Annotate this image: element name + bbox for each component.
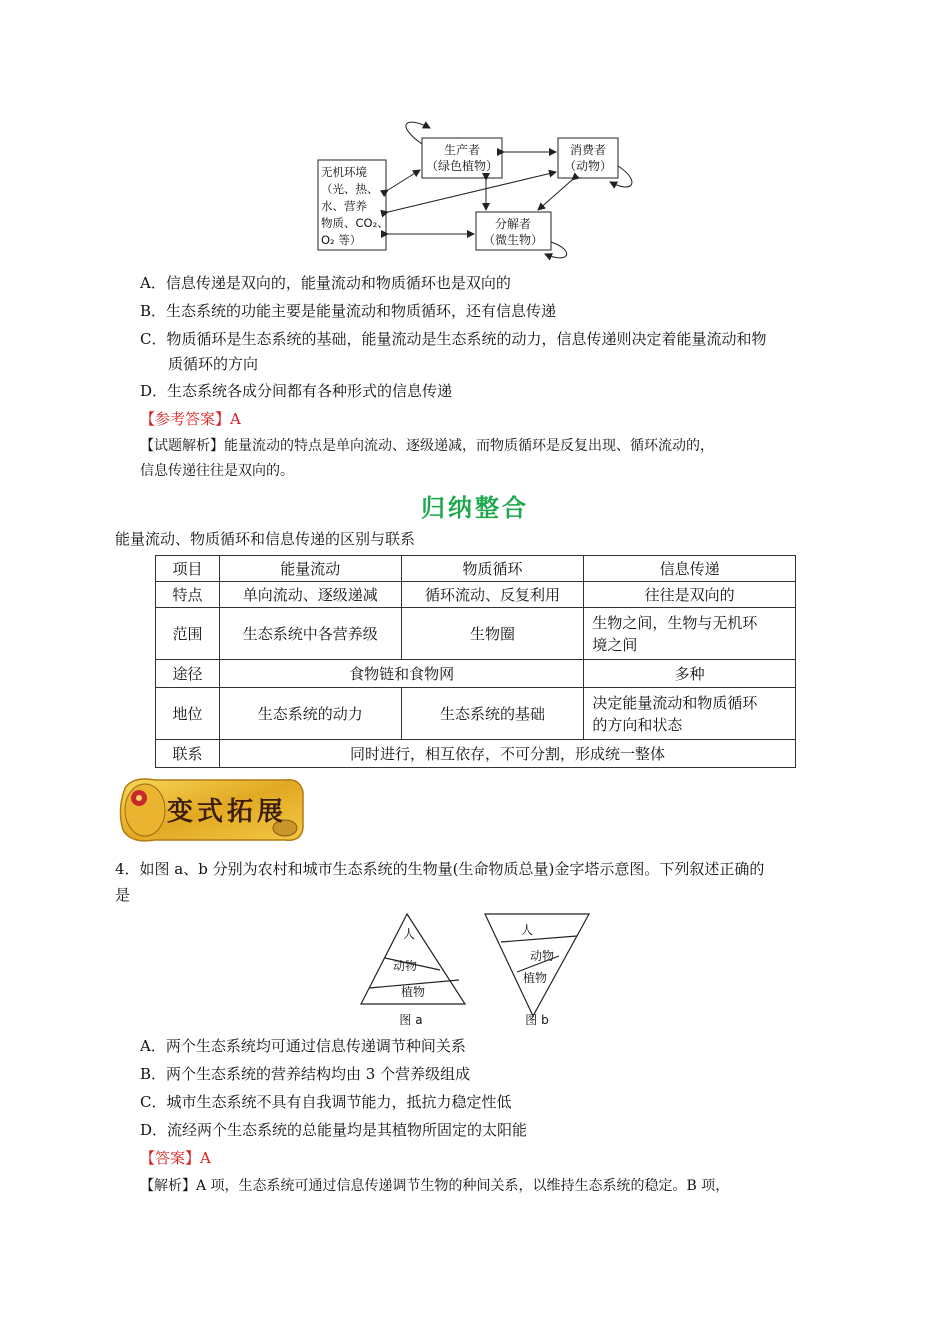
table-cell: 生态系统中各营养级 [219, 608, 401, 660]
q4-analysis-line1 [140, 1175, 729, 1197]
pyramid-b-bottom-label: 植物 [522, 971, 548, 985]
summary-heading: 归纳整合 [421, 493, 529, 522]
table-cell: 循环流动、反复利用 [401, 582, 584, 608]
q3-analysis-line2: 信息传递往往是双向的。 [140, 463, 294, 479]
table-cell: 多种 [584, 660, 796, 688]
q3-option-c-line1: C．物质循环是生态系统的基础，能量流动是生态系统的动力，信息传递则决定着能量流动和物 [140, 330, 767, 348]
table-cell: 同时进行，相互依存，不可分割，形成统一整体 [219, 740, 795, 768]
q3-analysis-text1: 能量流动的特点是单向流动、逐级递减，而物质循环是反复出现、循环流动的， [224, 438, 714, 454]
q4-stem-line2: 是 [115, 886, 131, 904]
table-cell-line: 生物之间，生物与无机环 [592, 613, 758, 632]
table-cell: 特点 [156, 582, 220, 608]
consumer-label-2: （动物） [563, 159, 613, 173]
producer-label-2: （绿色植物） [425, 159, 499, 173]
summary-intro: 能量流动、物质循环和信息传递的区别与联系 [115, 530, 416, 548]
table-row [156, 688, 796, 740]
q3-option-d: D．生态系统各成分间都有各种形式的信息传递 [140, 382, 453, 400]
table-cell: 单向流动、逐级递减 [219, 582, 401, 608]
table-header-cell: 能量流动 [219, 556, 401, 582]
table-cell: 食物链和食物网 [219, 660, 583, 688]
q4-analysis-text1: A 项，生态系统可通过信息传递调节生物的种间关系，以维持生态系统的稳定。B 项， [196, 1178, 730, 1194]
pyramid-a-caption: 图 a [399, 1013, 423, 1027]
table-cell-line: 境之间 [592, 635, 638, 654]
table-header-row [156, 556, 796, 582]
banner-text: 变式拓展 [166, 797, 288, 827]
biomass-pyramids [355, 908, 595, 1030]
env-label-2: （光、热、 [321, 182, 379, 196]
table-cell: 地位 [156, 688, 220, 740]
table-cell: 生态系统的动力 [219, 688, 401, 740]
table-row [156, 582, 796, 608]
table-cell: 联系 [156, 740, 220, 768]
q3-option-a: A．信息传递是双向的，能量流动和物质循环也是双向的 [140, 274, 511, 292]
pyramid-a-top-label: 人 [402, 927, 416, 941]
variant-extension-banner [115, 770, 310, 848]
env-label-4: 物质、CO₂、 [321, 216, 389, 230]
pyramid-a-bottom-label: 植物 [400, 985, 426, 999]
table-row [156, 608, 796, 660]
q4-option-a: A．两个生态系统均可通过信息传递调节种间关系 [140, 1037, 466, 1055]
table-cell: 生物圈 [401, 608, 584, 660]
env-label-5: O₂ 等） [321, 233, 362, 247]
table-cell [584, 608, 796, 660]
q3-analysis-line1 [140, 435, 714, 457]
env-label-3: 水、营养 [321, 199, 367, 213]
comparison-table [155, 555, 796, 768]
q4-analysis-tag: 【解析】 [140, 1178, 196, 1194]
decomposer-label-1: 分解者 [494, 217, 532, 231]
q4-answer: 【答案】A [140, 1149, 211, 1167]
table-row [156, 740, 796, 768]
table-header-cell: 信息传递 [584, 556, 796, 582]
q4-option-d: D．流经两个生态系统的总能量均是其植物所固定的太阳能 [140, 1121, 528, 1139]
table-cell: 生态系统的基础 [401, 688, 584, 740]
q3-option-b: B．生态系统的功能主要是能量流动和物质循环，还有信息传递 [140, 302, 557, 320]
pyramid-b-caption: 图 b [525, 1013, 549, 1027]
q3-analysis-tag: 【试题解析】 [140, 438, 224, 454]
pyramid-a-mid-label: 动物 [392, 959, 418, 973]
table-cell: 范围 [156, 608, 220, 660]
table-cell: 往往是双向的 [584, 582, 796, 608]
pyramid-b-top-label: 人 [520, 923, 534, 937]
table-cell: 途径 [156, 660, 220, 688]
q4-stem-line1: 4．如图 a、b 分别为农村和城市生态系统的生物量(生命物质总量)金字塔示意图。下列叙述正确的 [115, 860, 765, 878]
q4-option-c: C．城市生态系统不具有自我调节能力，抵抗力稳定性低 [140, 1093, 512, 1111]
table-cell-line: 的方向和状态 [592, 715, 683, 734]
env-label-1: 无机环境 [321, 165, 367, 179]
decomposer-label-2: （微生物） [482, 233, 544, 247]
consumer-label-1: 消费者 [569, 143, 607, 157]
table-cell-line: 决定能量流动和物质循环 [592, 693, 758, 712]
pyramid-b-mid-label: 动物 [529, 949, 555, 963]
producer-label-1: 生产者 [443, 143, 481, 157]
q4-option-b: B．两个生态系统的营养结构均由 3 个营养级组成 [140, 1065, 471, 1083]
table-cell [584, 688, 796, 740]
table-header-cell: 物质循环 [401, 556, 584, 582]
q3-answer: 【参考答案】A [140, 410, 241, 428]
table-row [156, 660, 796, 688]
table-header-cell: 项目 [156, 556, 220, 582]
ecosystem-diagram [300, 120, 645, 260]
q3-option-c-line2: 质循环的方向 [168, 355, 259, 373]
